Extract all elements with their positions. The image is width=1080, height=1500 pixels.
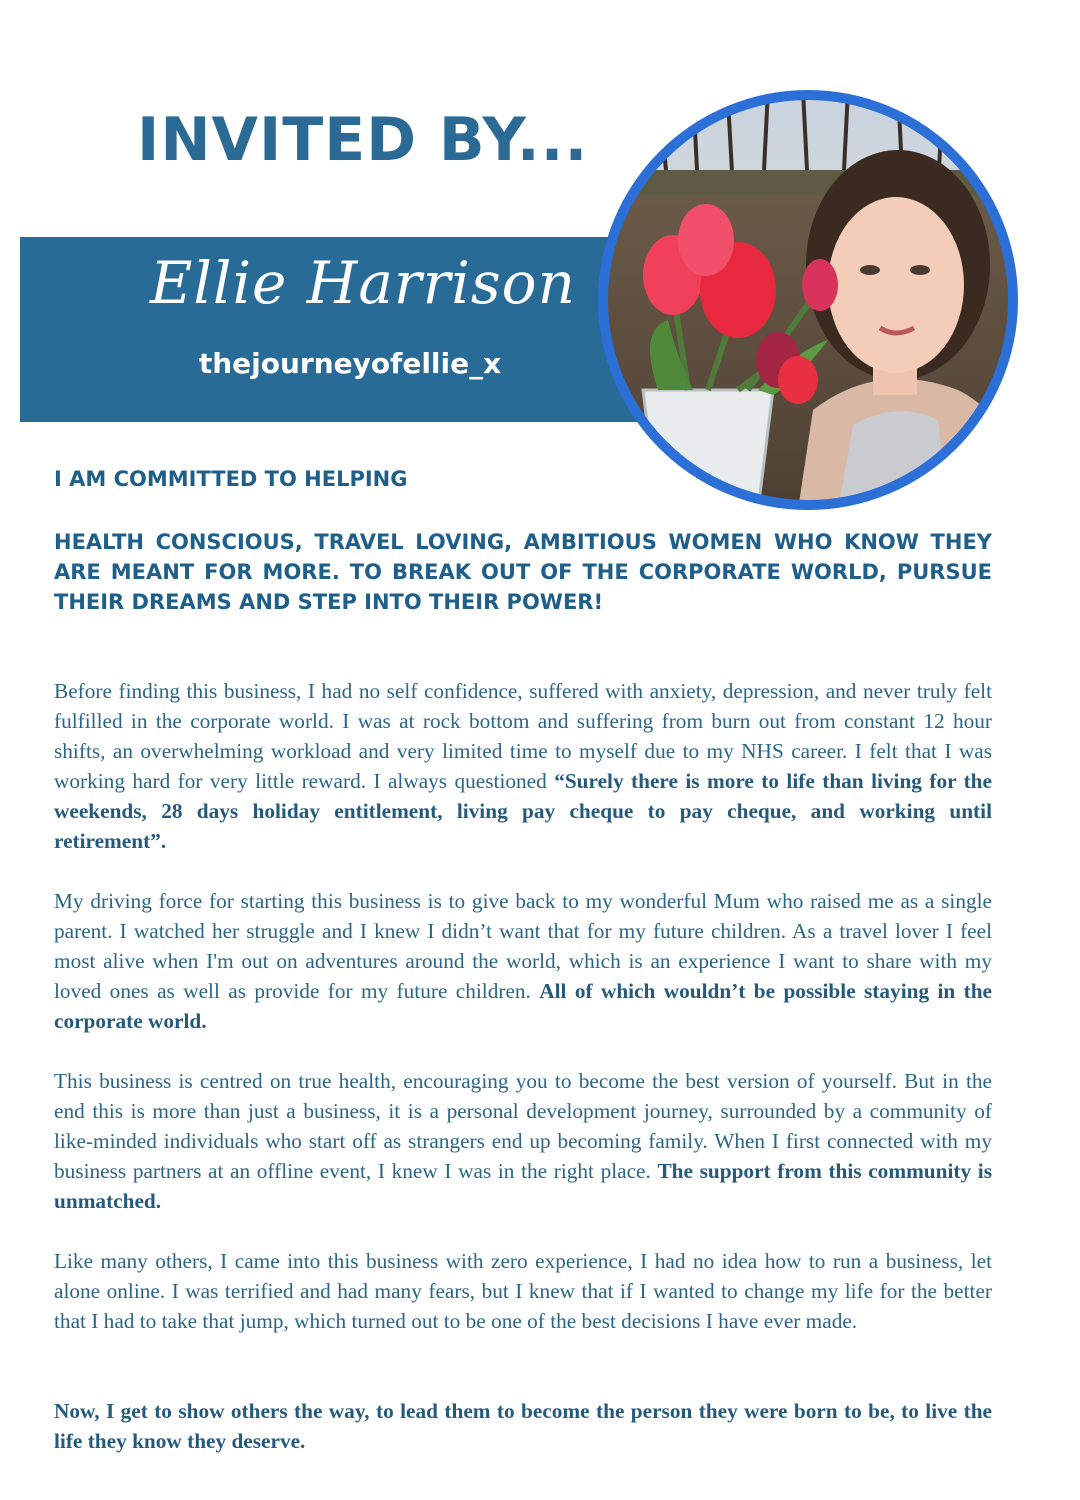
profile-photo — [598, 90, 1018, 510]
story-p1-quote: “Surely there is more to life than living for the weekends, 28 days holiday entitlement, living pay cheque to pay cheque, and working until retirement”. — [54, 769, 992, 853]
mission-statement: HEALTH CONSCIOUS, TRAVEL LOVING, AMBITIOUS WOMEN WHO KNOW THEY ARE MEANT FOR MORE. TO BREAK OUT OF THE CORPORATE WORLD, PURSUE THEIR DREAMS AND STEP INTO THEIR POWER! — [54, 530, 992, 614]
story-p2-text: My driving force for starting this business is to give back to my wonderful Mum who raised me as a single parent. I watched her struggle and I knew I didn’t want that for my future children. As a travel lover I feel most alive when I'm out on adventures around the world, which is an experience I want to share with my loved ones as well as provide for my future children. — [54, 889, 992, 1003]
page-heading: INVITED BY... — [137, 105, 589, 175]
portrait-image — [598, 90, 1018, 510]
story-p2-emphasis: All of which wouldn’t be possible staying in the corporate world. — [54, 979, 992, 1033]
story-p3-emphasis: The support from this community is unmatched. — [54, 1159, 992, 1213]
name-banner — [20, 237, 700, 422]
mission-intro: I AM COMMITTED TO HELPING — [54, 467, 408, 491]
story-paragraph-4: Like many others, I came into this business with zero experience, I had no idea how to run a business, let alone online. I was terrified and had many fears, but I knew that if I wanted to change my life for the better that I had to take that jump, which turned out to be one of the best decisions I have ever made. — [54, 1249, 992, 1333]
story-paragraph-2 — [54, 886, 992, 1036]
story-closing: Now, I get to show others the way, to lead them to become the person they were born to be, to live the life they know they deserve. — [54, 1399, 992, 1453]
story-paragraph-3 — [54, 1066, 992, 1216]
story-p1-text: Before finding this business, I had no self confidence, suffered with anxiety, depression, and never truly felt fulfilled in the corporate world. I was at rock bottom and suffering from burn out from constant 12 hour shifts, an overwhelming workload and very limited time to myself due to my NHS career. I felt that I was working hard for very little reward. I always questioned — [54, 679, 992, 793]
inviter-handle: thejourneyofellie_x — [198, 347, 502, 380]
inviter-name: Ellie Harrison — [150, 249, 576, 317]
story-p3-text: This business is centred on true health, encouraging you to become the best version of yourself. But in the end this is more than just a business, it is a personal development journey, surrounded by a community of like-minded individuals who start off as strangers end up becoming family. When I first connected with my business partners at an offline event, I knew I was in the right place. — [54, 1069, 992, 1183]
story-paragraph-1 — [54, 676, 992, 856]
